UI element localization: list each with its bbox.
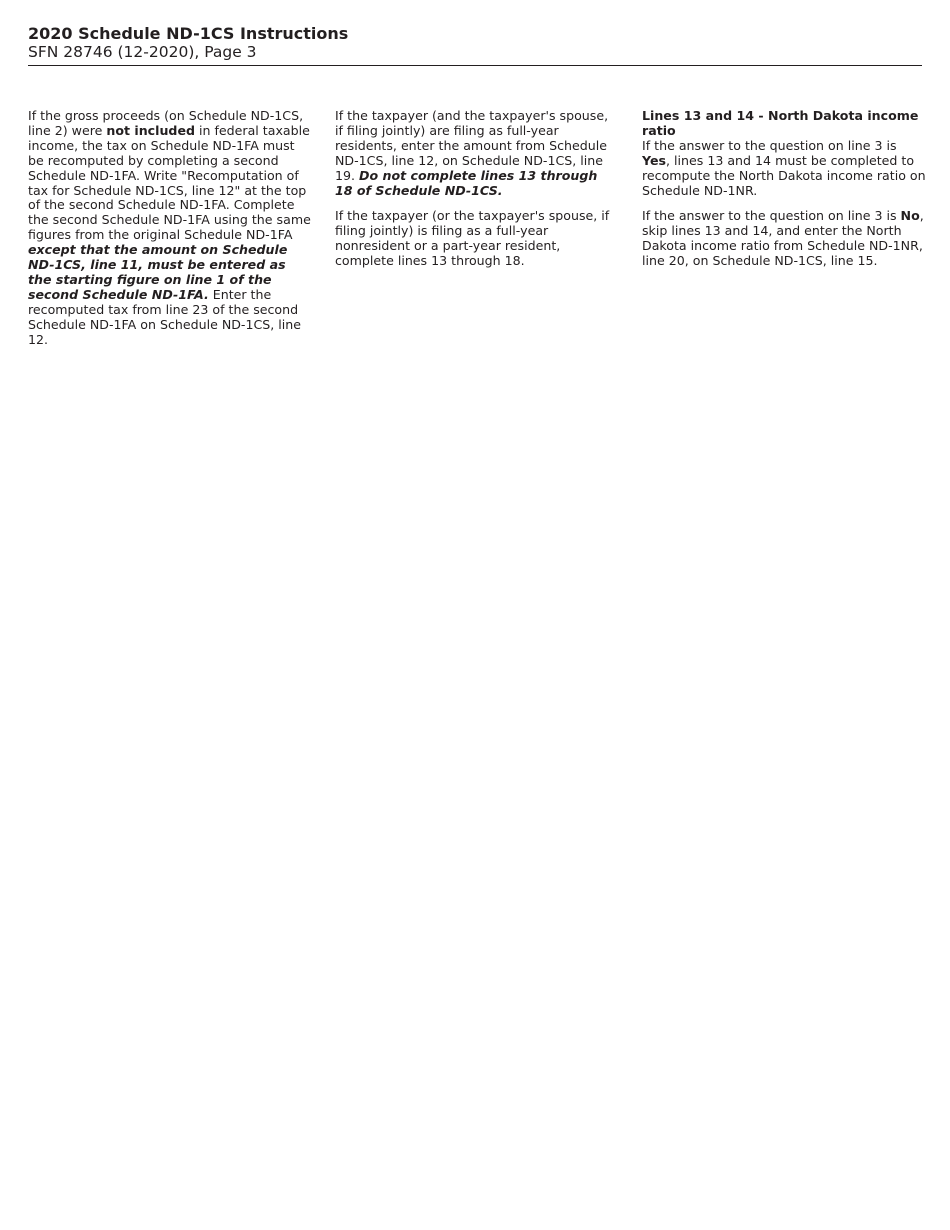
text-run: , lines 13 and 14 must be completed to recompute the North Dakota income ratio on Schedule ND-1NR. xyxy=(642,152,926,198)
text-run: , skip lines 13 and 14, and enter the North Dakota income ratio from Schedule ND-1NR, line 20, on Schedule ND-1CS, line 15. xyxy=(642,208,924,269)
column-left xyxy=(28,109,313,359)
page-header xyxy=(28,24,922,62)
text-run: If the answer to the question on line 3 is xyxy=(642,208,901,224)
section-heading: Lines 13 and 14 - North Dakota income ratio xyxy=(642,108,919,138)
text-run: in federal taxable income, the tax on Schedule ND-1FA must be recomputed by completing a second Schedule ND-1FA. Write "Recomputation of tax for Schedule ND-1CS, line 12" at the top of the second Schedule ND-1FA. Complete the second Schedule ND-1FA using the same figures from the original Schedule ND-1FA xyxy=(28,122,311,243)
text-run: Enter the recomputed tax from line 23 of the second Schedule ND-1FA on Schedule ND-1CS, line 12. xyxy=(28,286,302,347)
form-number-page: SFN 28746 (12-2020), Page 3 xyxy=(28,43,257,61)
bold-text: not included xyxy=(106,122,195,138)
page-title: 2020 Schedule ND-1CS Instructions xyxy=(28,24,349,43)
text-run: If the gross proceeds (on Schedule ND-1CS, line 2) were xyxy=(28,108,304,138)
bold-text: Yes xyxy=(642,152,667,168)
header-divider xyxy=(28,65,922,66)
answer-no-paragraph xyxy=(642,209,927,269)
bold-text: No xyxy=(900,208,920,224)
column-middle xyxy=(335,109,610,280)
text-run: If the taxpayer (and the taxpayer's spouse, if filing jointly) are filing as full-year residents, enter the amount from Schedule ND-1CS, line 12, on Schedule ND-1CS, line 19. xyxy=(335,108,609,183)
recomputation-paragraph xyxy=(28,109,313,348)
text-run: If the taxpayer (or the taxpayer's spouse, if filing jointly) is filing as a full-year nonresident or a part-year resident, complete lines 13 through 18. xyxy=(335,208,610,269)
bold-italic-text: Do not complete lines 13 through 18 of Schedule ND-1CS. xyxy=(335,167,598,198)
bold-italic-text: except that the amount on Schedule ND-1CS, line 11, must be entered as the starting figure on line 1 of the second Schedule ND-1FA. xyxy=(28,242,288,302)
column-right xyxy=(642,109,927,280)
full-year-resident-paragraph xyxy=(335,109,610,198)
text-run: If the answer to the question on line 3 is xyxy=(642,137,897,153)
income-ratio-section xyxy=(642,109,927,198)
nonresident-paragraph xyxy=(335,209,610,269)
